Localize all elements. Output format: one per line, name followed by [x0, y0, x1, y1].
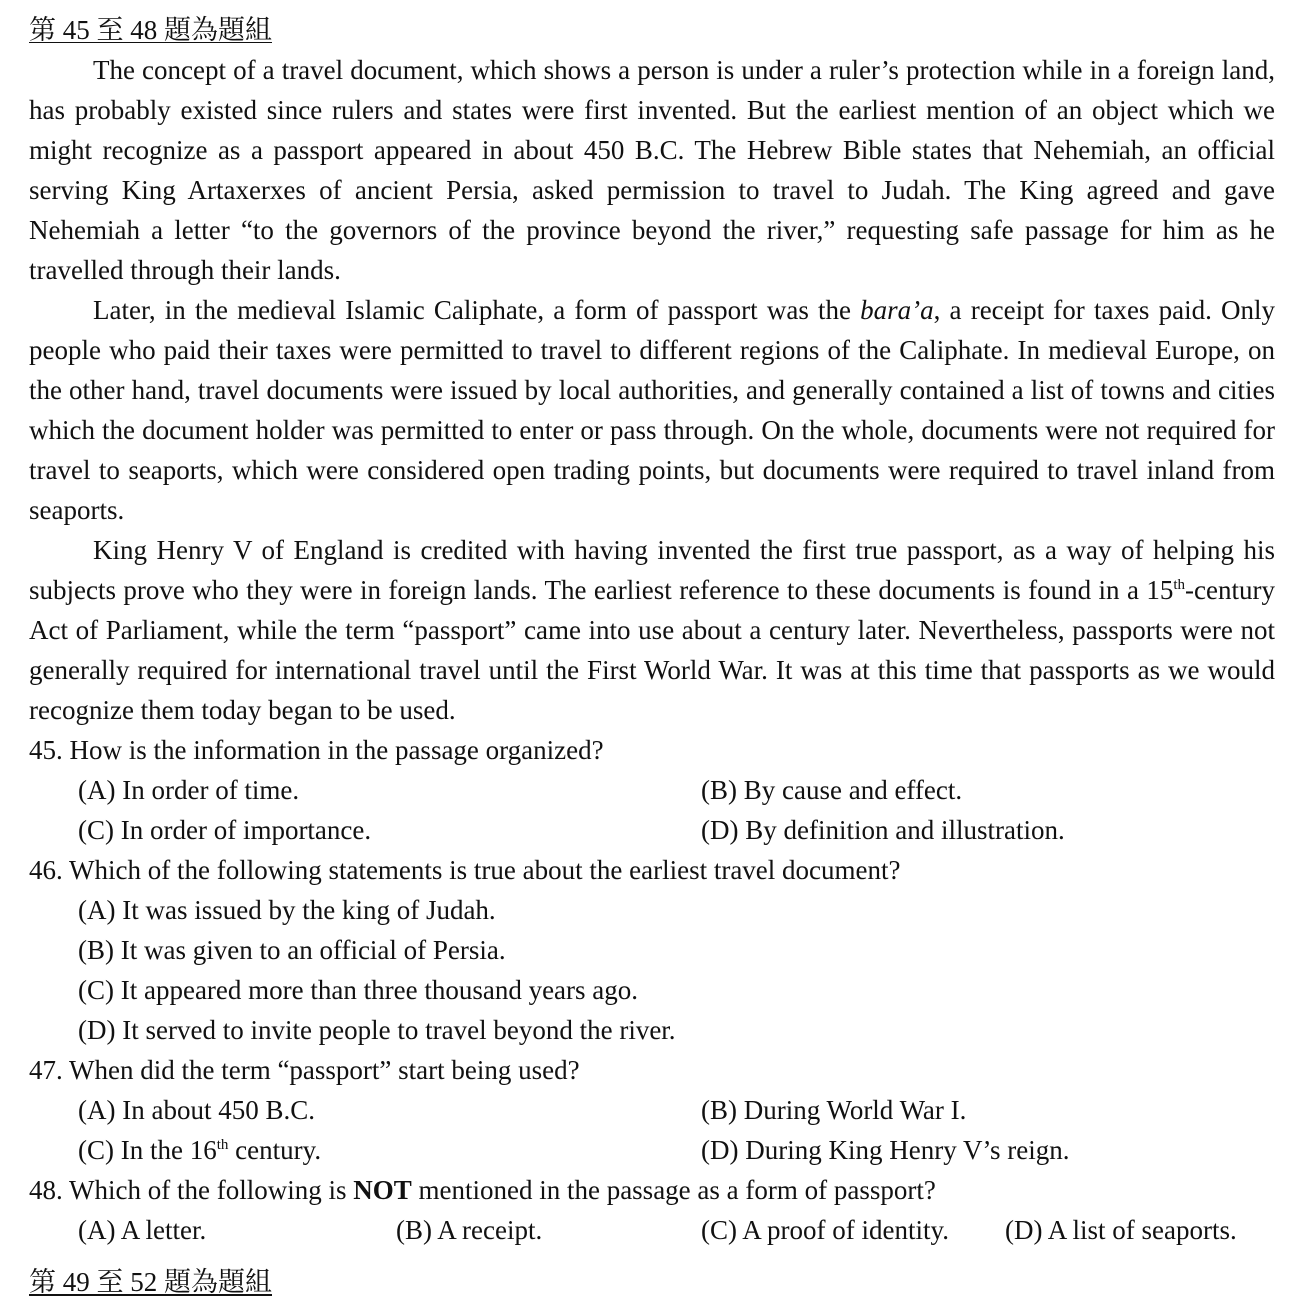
question-46-option-c[interactable]: (C) It appeared more than three thousand years ago. [78, 975, 639, 1005]
question-45-stem: 45. How is the information in the passage organized? [29, 735, 604, 765]
next-section-header: 第 49 至 52 題為題組 [29, 1267, 272, 1297]
question-48-option-c[interactable]: (C) A proof of identity. [701, 1215, 949, 1245]
passage-paragraph-2 [29, 290, 1275, 530]
question-45-options-row-1 [29, 770, 1275, 810]
passage-paragraph-1: The concept of a travel document, which shows a person is under a ruler’s protection while in a foreign land, has probably existed since rulers and states were first invented. But the earliest mention of an object which we might recognize as a passport appeared in about 450 B.C. The Hebrew Bible states that Nehemiah, an official serving King Artaxerxes of ancient Persia, asked permission to travel to Judah. The King agreed and gave Nehemiah a letter “to the governors of the province beyond the river,” requesting safe passage for him as he travelled through their lands. [29, 55, 1275, 285]
question-48-stem-start: 48. Which of the following is [29, 1175, 354, 1205]
question-46-stem: 46. Which of the following statements is true about the earliest travel document? [29, 855, 901, 885]
question-45-option-a[interactable]: (A) In order of time. [78, 775, 300, 805]
question-47-option-a[interactable]: (A) In about 450 B.C. [78, 1095, 315, 1125]
question-48-stem [29, 1170, 1275, 1210]
question-47-option-c[interactable] [78, 1130, 321, 1170]
exam-page [29, 10, 1275, 1297]
question-46-option-b[interactable]: (B) It was given to an official of Persia. [78, 935, 506, 965]
question-46-option-row-d [29, 1010, 1275, 1050]
question-46-option-row-b [29, 930, 1275, 970]
passage-paragraph-3 [29, 530, 1275, 730]
question-47-options-row-2 [29, 1130, 1275, 1170]
question-47-options-row-1 [29, 1090, 1275, 1130]
question-45-option-d[interactable]: (D) By definition and illustration. [701, 815, 1065, 845]
question-48-options-row [29, 1210, 1275, 1250]
question-45-option-c[interactable]: (C) In order of importance. [78, 815, 372, 845]
question-47-option-d[interactable]: (D) During King Henry V’s reign. [701, 1135, 1070, 1165]
option-c-text-start: (C) In the 16 [78, 1135, 217, 1165]
question-48-option-b[interactable]: (B) A receipt. [396, 1215, 543, 1245]
question-46-option-d[interactable]: (D) It served to invite people to travel beyond the river. [78, 1015, 676, 1045]
question-46-option-row-a [29, 890, 1275, 930]
question-46-option-a[interactable]: (A) It was issued by the king of Judah. [78, 895, 496, 925]
question-46-option-row-c [29, 970, 1275, 1010]
question-45-options-row-2 [29, 810, 1275, 850]
italic-term: bara’a [860, 295, 934, 325]
question-47-stem: 47. When did the term “passport” start being used? [29, 1055, 580, 1085]
paragraph-3-text-start: King Henry V of England is credited with having invented the first true passport, as a way of helping his subjects prove who they were in foreign lands. The earliest reference to these documents is found in a 15 [29, 535, 1275, 605]
paragraph-2-text-start: Later, in the medieval Islamic Caliphate, a form of passport was the [93, 295, 861, 325]
question-48-option-d[interactable]: (D) A list of seaports. [1005, 1215, 1237, 1245]
question-45-option-b[interactable]: (B) By cause and effect. [701, 775, 963, 805]
paragraph-2-text-end: , a receipt for taxes paid. Only people who paid their taxes were permitted to travel to different regions of the Caliphate. In medieval Europe, on the other hand, travel documents were issued by local authorities, and generally contained a list of towns and cities which the document holder was permitted to enter or pass through. On the whole, documents were not required for travel to seaports, which were considered open trading points, but documents were required to travel inland from seaports. [29, 295, 1275, 525]
section-header: 第 45 至 48 題為題組 [29, 15, 272, 45]
question-48-stem-end: mentioned in the passage as a form of passport? [411, 1175, 936, 1205]
question-48-option-a[interactable]: (A) A letter. [78, 1215, 207, 1245]
question-47-option-b[interactable]: (B) During World War I. [701, 1095, 967, 1125]
ordinal-superscript: th [1173, 577, 1186, 593]
option-c-text-end: century. [228, 1135, 322, 1165]
question-48-stem-emphasis: NOT [353, 1175, 412, 1205]
paragraph-3-text-end: -century Act of Parliament, while the term “passport” came into use about a century later. Nevertheless, passports were not generally required for international travel until the First World War. It was at this time that passports as we would recognize them today began to be used. [29, 575, 1275, 725]
option-c-superscript: th [216, 1137, 229, 1153]
